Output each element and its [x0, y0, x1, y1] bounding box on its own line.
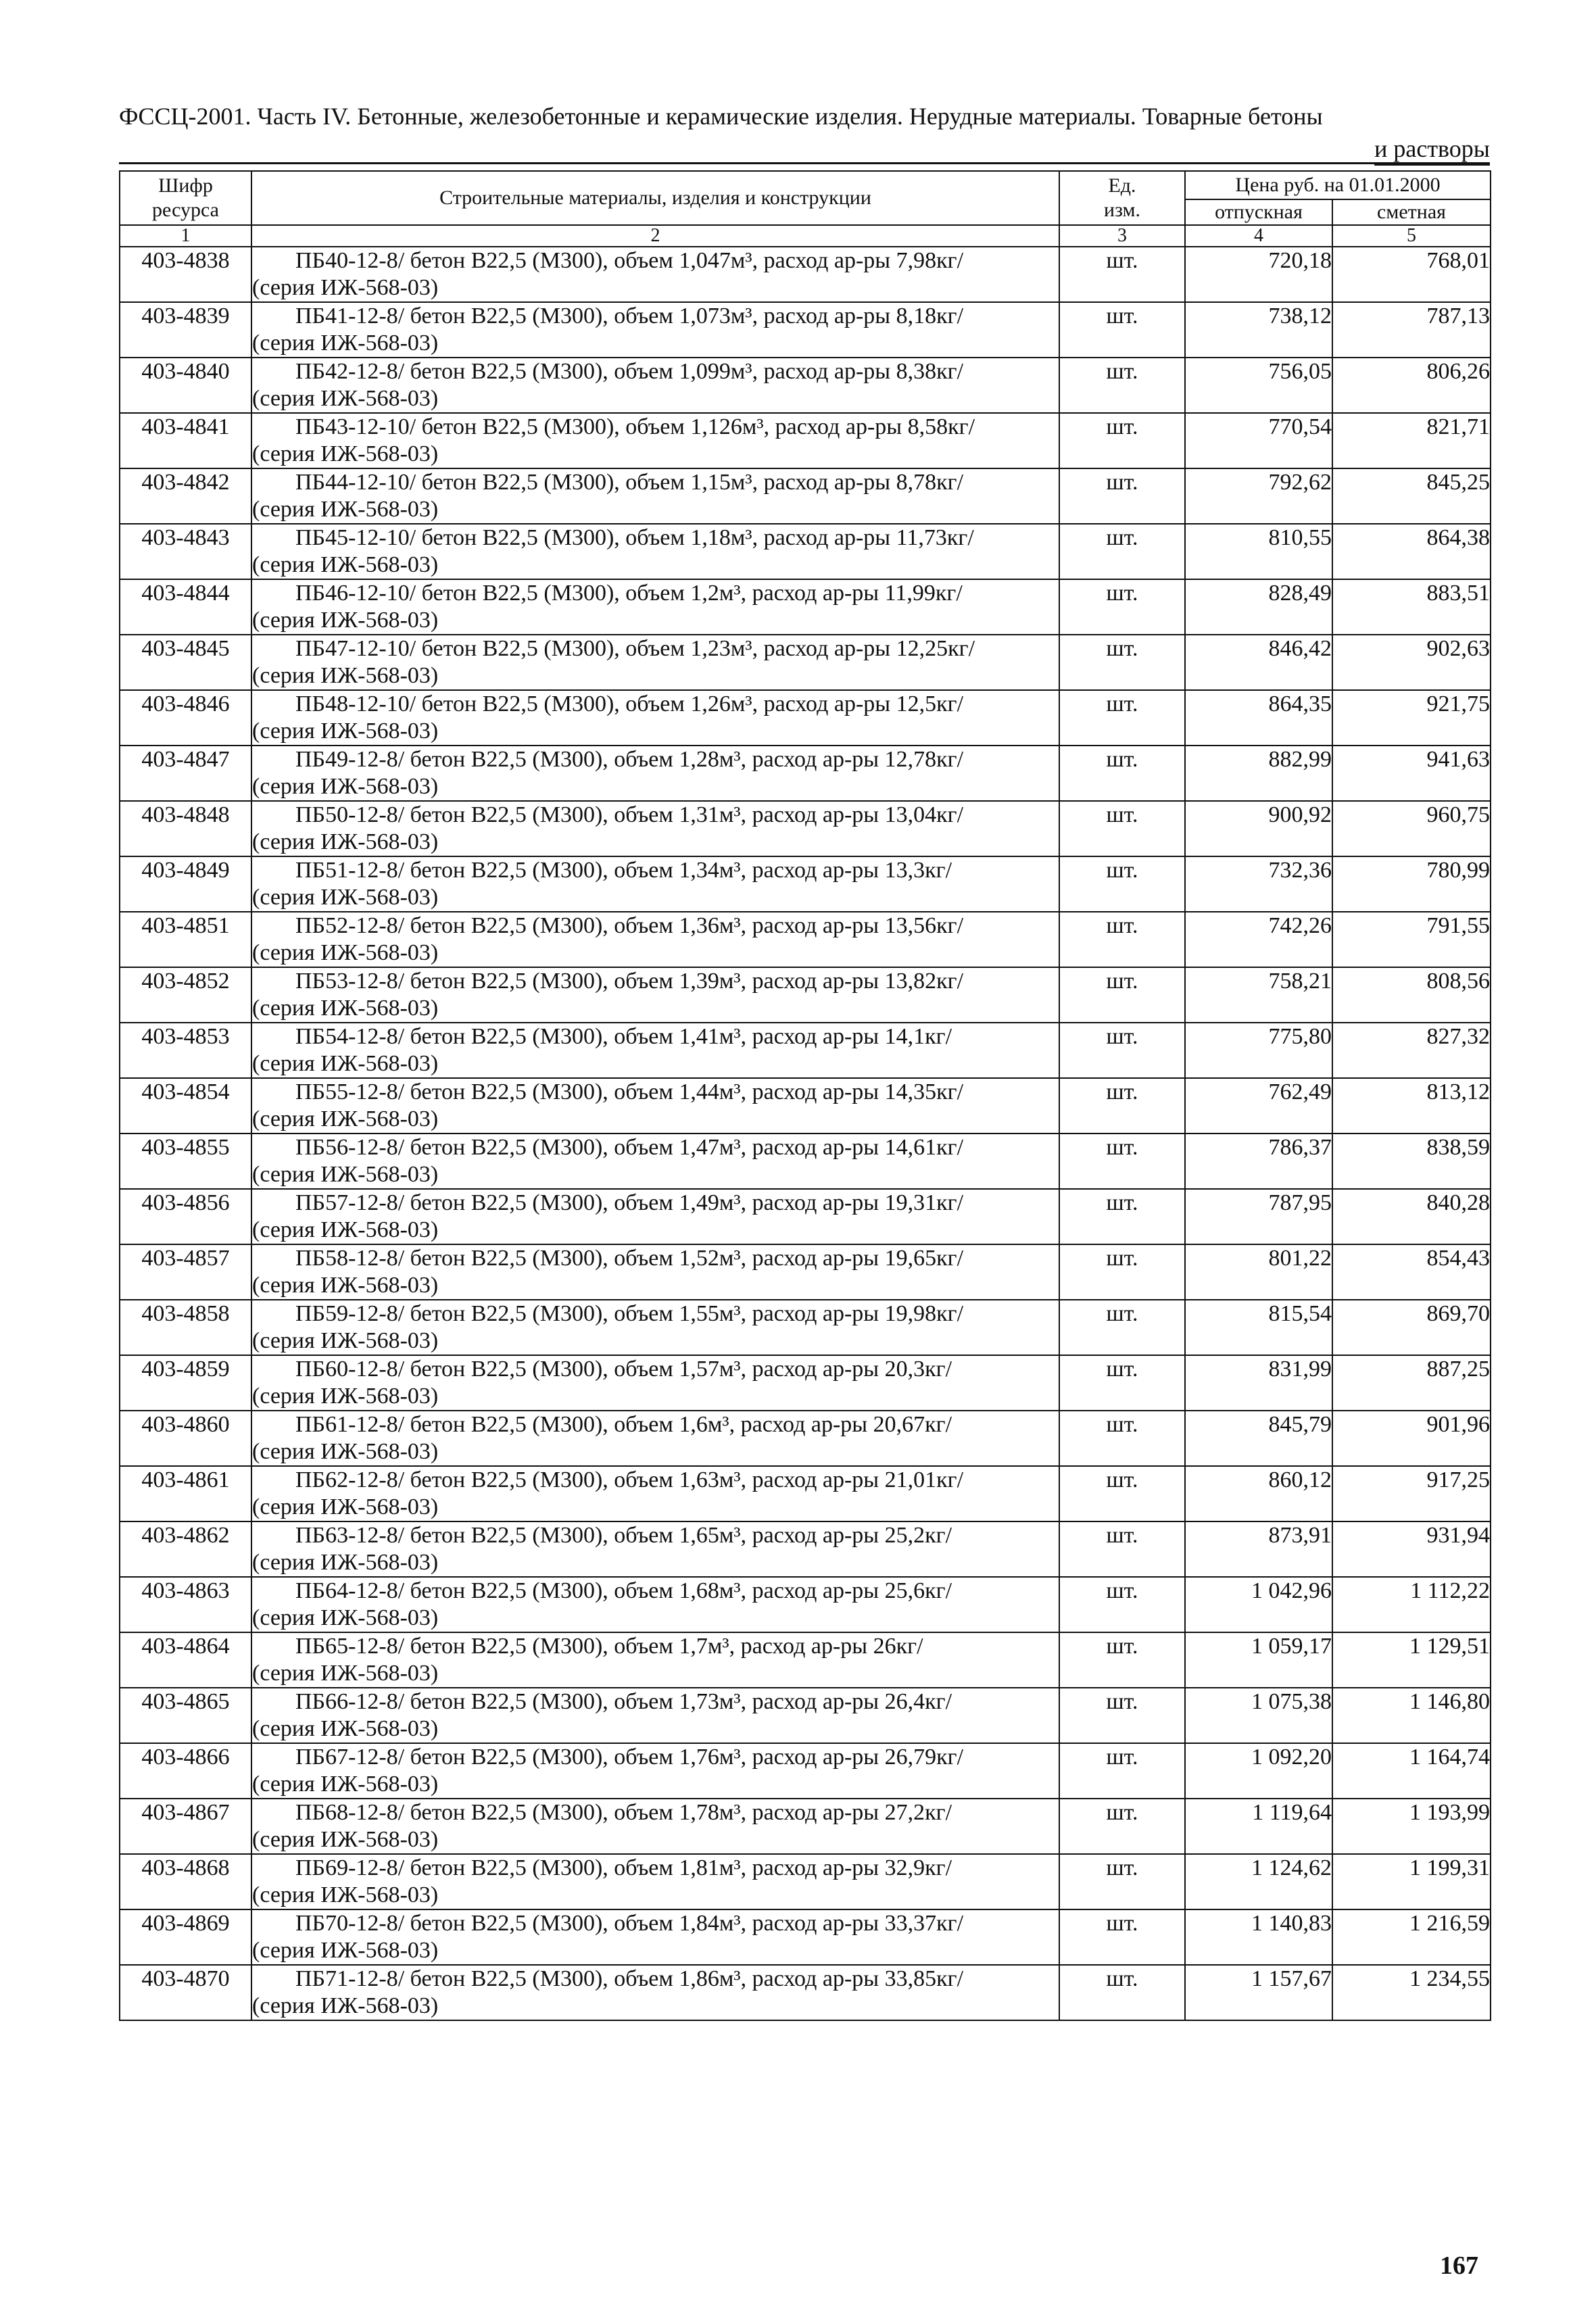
- unit-cell: шт.: [1059, 1854, 1185, 1909]
- table-row: [120, 801, 1491, 856]
- table-row: [120, 1965, 1491, 2020]
- resource-code-cell: 403-4842: [120, 468, 251, 524]
- material-description-line2: (серия ИЖ-568-03): [252, 1273, 439, 1298]
- material-description-cell: [251, 1078, 1059, 1134]
- resource-code-cell: 403-4861: [120, 1466, 251, 1521]
- material-description-cell: [251, 1300, 1059, 1355]
- release-price-cell: 845,79: [1185, 1411, 1332, 1466]
- material-description-line1: ПБ68-12-8/ бетон В22,5 (М300), объем 1,78м³, расход ар-ры 27,2кг/: [295, 1800, 952, 1825]
- material-description-line1: ПБ48-12-10/ бетон В22,5 (М300), объем 1,26м³, расход ар-ры 12,5кг/: [295, 691, 964, 716]
- material-description-line1: ПБ71-12-8/ бетон В22,5 (М300), объем 1,86м³, расход ар-ры 33,85кг/: [295, 1966, 964, 1991]
- price-table: [119, 170, 1491, 2021]
- column-header-code-line1: Шифр: [158, 174, 213, 197]
- resource-code-cell: 403-4839: [120, 302, 251, 358]
- column-header-unit-line1: Ед.: [1108, 174, 1136, 197]
- resource-code-cell: 403-4851: [120, 912, 251, 967]
- release-price-cell: 810,55: [1185, 524, 1332, 579]
- material-description-line2: (серия ИЖ-568-03): [252, 1550, 439, 1575]
- material-description-cell: [251, 1411, 1059, 1466]
- table-row: [120, 1577, 1491, 1632]
- table-row: [120, 746, 1491, 801]
- table-row: [120, 1078, 1491, 1134]
- estimate-price-cell: 854,43: [1332, 1244, 1491, 1300]
- header-rule: [119, 162, 1490, 164]
- material-description-cell: [251, 579, 1059, 635]
- table-row: [120, 1688, 1491, 1743]
- material-description-line2: (серия ИЖ-568-03): [252, 663, 439, 688]
- page-header: [119, 100, 1490, 165]
- material-description-line1: ПБ51-12-8/ бетон В22,5 (М300), объем 1,34м³, расход ар-ры 13,3кг/: [295, 858, 952, 883]
- unit-cell: шт.: [1059, 1909, 1185, 1965]
- table-row: [120, 247, 1491, 302]
- material-description-cell: [251, 635, 1059, 690]
- resource-code-cell: 403-4848: [120, 801, 251, 856]
- unit-cell: шт.: [1059, 302, 1185, 358]
- table-row: [120, 413, 1491, 468]
- table-row: [120, 1854, 1491, 1909]
- release-price-cell: 787,95: [1185, 1189, 1332, 1244]
- unit-cell: шт.: [1059, 912, 1185, 967]
- column-number-row: [120, 225, 1491, 247]
- table-row: [120, 579, 1491, 635]
- material-description-line2: (серия ИЖ-568-03): [252, 1772, 439, 1797]
- material-description-cell: [251, 524, 1059, 579]
- release-price-cell: 762,49: [1185, 1078, 1332, 1134]
- resource-code-cell: 403-4866: [120, 1743, 251, 1799]
- release-price-cell: 801,22: [1185, 1244, 1332, 1300]
- estimate-price-cell: 917,25: [1332, 1466, 1491, 1521]
- material-description-line1: ПБ62-12-8/ бетон В22,5 (М300), объем 1,63м³, расход ар-ры 21,01кг/: [295, 1467, 964, 1492]
- column-number-3: 3: [1059, 225, 1185, 247]
- release-price-cell: 828,49: [1185, 579, 1332, 635]
- estimate-price-cell: 1 112,22: [1332, 1577, 1491, 1632]
- column-header-code: [120, 171, 251, 225]
- estimate-price-cell: 931,94: [1332, 1521, 1491, 1577]
- material-description-cell: [251, 967, 1059, 1023]
- material-description-line2: (серия ИЖ-568-03): [252, 1938, 439, 1963]
- material-description-line2: (серия ИЖ-568-03): [252, 1827, 439, 1852]
- material-description-cell: [251, 1134, 1059, 1189]
- estimate-price-cell: 901,96: [1332, 1411, 1491, 1466]
- material-description-line2: (серия ИЖ-568-03): [252, 829, 439, 854]
- unit-cell: шт.: [1059, 1632, 1185, 1688]
- release-price-cell: 1 042,96: [1185, 1577, 1332, 1632]
- release-price-cell: 1 059,17: [1185, 1632, 1332, 1688]
- column-header-release-price: отпускная: [1185, 199, 1332, 225]
- table-row: [120, 690, 1491, 746]
- unit-cell: шт.: [1059, 524, 1185, 579]
- material-description-line2: (серия ИЖ-568-03): [252, 885, 439, 910]
- table-row: [120, 1355, 1491, 1411]
- release-price-cell: 786,37: [1185, 1134, 1332, 1189]
- material-description-line1: ПБ67-12-8/ бетон В22,5 (М300), объем 1,76м³, расход ар-ры 26,79кг/: [295, 1745, 964, 1770]
- material-description-cell: [251, 1023, 1059, 1078]
- material-description-line1: ПБ49-12-8/ бетон В22,5 (М300), объем 1,28м³, расход ар-ры 12,78кг/: [295, 747, 964, 772]
- material-description-line2: (серия ИЖ-568-03): [252, 1661, 439, 1686]
- resource-code-cell: 403-4855: [120, 1134, 251, 1189]
- column-header-estimate-price: сметная: [1332, 199, 1491, 225]
- material-description-line2: (серия ИЖ-568-03): [252, 608, 439, 633]
- release-price-cell: 846,42: [1185, 635, 1332, 690]
- unit-cell: шт.: [1059, 801, 1185, 856]
- unit-cell: шт.: [1059, 856, 1185, 912]
- material-description-line2: (серия ИЖ-568-03): [252, 1162, 439, 1187]
- material-description-line2: (серия ИЖ-568-03): [252, 774, 439, 799]
- material-description-cell: [251, 358, 1059, 413]
- release-price-cell: 864,35: [1185, 690, 1332, 746]
- resource-code-cell: 403-4865: [120, 1688, 251, 1743]
- unit-cell: шт.: [1059, 413, 1185, 468]
- release-price-cell: 775,80: [1185, 1023, 1332, 1078]
- material-description-line2: (серия ИЖ-568-03): [252, 1384, 439, 1409]
- release-price-cell: 758,21: [1185, 967, 1332, 1023]
- material-description-line1: ПБ64-12-8/ бетон В22,5 (М300), объем 1,68м³, расход ар-ры 25,6кг/: [295, 1578, 952, 1603]
- material-description-cell: [251, 856, 1059, 912]
- unit-cell: шт.: [1059, 1521, 1185, 1577]
- material-description-cell: [251, 746, 1059, 801]
- column-number-5: 5: [1332, 225, 1491, 247]
- table-row: [120, 468, 1491, 524]
- resource-code-cell: 403-4843: [120, 524, 251, 579]
- material-description-cell: [251, 1466, 1059, 1521]
- release-price-cell: 732,36: [1185, 856, 1332, 912]
- estimate-price-cell: 1 216,59: [1332, 1909, 1491, 1965]
- material-description-line1: ПБ57-12-8/ бетон В22,5 (М300), объем 1,49м³, расход ар-ры 19,31кг/: [295, 1190, 964, 1215]
- table-row: [120, 1799, 1491, 1854]
- estimate-price-cell: 864,38: [1332, 524, 1491, 579]
- column-number-1: 1: [120, 225, 251, 247]
- resource-code-cell: 403-4862: [120, 1521, 251, 1577]
- estimate-price-cell: 902,63: [1332, 635, 1491, 690]
- estimate-price-cell: 1 193,99: [1332, 1799, 1491, 1854]
- resource-code-cell: 403-4870: [120, 1965, 251, 2020]
- estimate-price-cell: 768,01: [1332, 247, 1491, 302]
- unit-cell: шт.: [1059, 1078, 1185, 1134]
- material-description-line1: ПБ56-12-8/ бетон В22,5 (М300), объем 1,47м³, расход ар-ры 14,61кг/: [295, 1135, 964, 1160]
- estimate-price-cell: 1 199,31: [1332, 1854, 1491, 1909]
- estimate-price-cell: 1 164,74: [1332, 1743, 1491, 1799]
- material-description-cell: [251, 1799, 1059, 1854]
- material-description-line1: ПБ63-12-8/ бетон В22,5 (М300), объем 1,65м³, расход ар-ры 25,2кг/: [295, 1523, 952, 1548]
- unit-cell: шт.: [1059, 1577, 1185, 1632]
- column-header-price-group: Цена руб. на 01.01.2000: [1185, 171, 1491, 199]
- material-description-line2: (серия ИЖ-568-03): [252, 1993, 439, 2018]
- table-row: [120, 1521, 1491, 1577]
- material-description-cell: [251, 1244, 1059, 1300]
- resource-code-cell: 403-4857: [120, 1244, 251, 1300]
- material-description-line1: ПБ45-12-10/ бетон В22,5 (М300), объем 1,18м³, расход ар-ры 11,73кг/: [295, 525, 974, 550]
- resource-code-cell: 403-4863: [120, 1577, 251, 1632]
- material-description-cell: [251, 1688, 1059, 1743]
- material-description-line1: ПБ43-12-10/ бетон В22,5 (М300), объем 1,126м³, расход ар-ры 8,58кг/: [295, 414, 975, 439]
- unit-cell: шт.: [1059, 690, 1185, 746]
- material-description-cell: [251, 1743, 1059, 1799]
- estimate-price-cell: 806,26: [1332, 358, 1491, 413]
- table-row: [120, 1632, 1491, 1688]
- material-description-cell: [251, 1189, 1059, 1244]
- estimate-price-cell: 840,28: [1332, 1189, 1491, 1244]
- table-row: [120, 1466, 1491, 1521]
- estimate-price-cell: 791,55: [1332, 912, 1491, 967]
- material-description-line1: ПБ65-12-8/ бетон В22,5 (М300), объем 1,7м³, расход ар-ры 26кг/: [295, 1634, 923, 1659]
- material-description-line2: (серия ИЖ-568-03): [252, 331, 439, 356]
- material-description-cell: [251, 801, 1059, 856]
- release-price-cell: 831,99: [1185, 1355, 1332, 1411]
- table-header-row: [120, 171, 1491, 199]
- release-price-cell: 873,91: [1185, 1521, 1332, 1577]
- material-description-line1: ПБ40-12-8/ бетон В22,5 (М300), объем 1,047м³, расход ар-ры 7,98кг/: [295, 248, 964, 273]
- unit-cell: шт.: [1059, 1799, 1185, 1854]
- document-title-continuation: и растворы: [1374, 135, 1490, 162]
- unit-cell: шт.: [1059, 1134, 1185, 1189]
- resource-code-cell: 403-4853: [120, 1023, 251, 1078]
- material-description-line2: (серия ИЖ-568-03): [252, 718, 439, 744]
- unit-cell: шт.: [1059, 1965, 1185, 2020]
- material-description-line2: (серия ИЖ-568-03): [252, 1716, 439, 1741]
- material-description-line2: (серия ИЖ-568-03): [252, 940, 439, 965]
- material-description-line1: ПБ53-12-8/ бетон В22,5 (М300), объем 1,39м³, расход ар-ры 13,82кг/: [295, 969, 964, 994]
- material-description-line1: ПБ70-12-8/ бетон В22,5 (М300), объем 1,84м³, расход ар-ры 33,37кг/: [295, 1911, 964, 1936]
- release-price-cell: 1 075,38: [1185, 1688, 1332, 1743]
- unit-cell: шт.: [1059, 967, 1185, 1023]
- resource-code-cell: 403-4844: [120, 579, 251, 635]
- material-description-line2: (серия ИЖ-568-03): [252, 1439, 439, 1464]
- estimate-price-cell: 1 146,80: [1332, 1688, 1491, 1743]
- release-price-cell: 1 092,20: [1185, 1743, 1332, 1799]
- unit-cell: шт.: [1059, 1023, 1185, 1078]
- unit-cell: шт.: [1059, 1355, 1185, 1411]
- table-row: [120, 1743, 1491, 1799]
- resource-code-cell: 403-4860: [120, 1411, 251, 1466]
- unit-cell: шт.: [1059, 247, 1185, 302]
- table-row: [120, 1244, 1491, 1300]
- resource-code-cell: 403-4852: [120, 967, 251, 1023]
- material-description-line2: (серия ИЖ-568-03): [252, 386, 439, 411]
- material-description-line2: (серия ИЖ-568-03): [252, 996, 439, 1021]
- table-row: [120, 524, 1491, 579]
- material-description-cell: [251, 1355, 1059, 1411]
- release-price-cell: 882,99: [1185, 746, 1332, 801]
- estimate-price-cell: 887,25: [1332, 1355, 1491, 1411]
- table-row: [120, 967, 1491, 1023]
- document-title: ФССЦ-2001. Часть IV. Бетонные, железобетонные и керамические изделия. Нерудные материалы. Товарные бетоны: [119, 103, 1323, 130]
- material-description-cell: [251, 912, 1059, 967]
- material-description-line1: ПБ44-12-10/ бетон В22,5 (М300), объем 1,15м³, расход ар-ры 8,78кг/: [295, 470, 964, 495]
- material-description-line2: (серия ИЖ-568-03): [252, 1605, 439, 1630]
- column-header-code-line2: ресурса: [152, 199, 219, 221]
- estimate-price-cell: 1 234,55: [1332, 1965, 1491, 2020]
- material-description-line1: ПБ52-12-8/ бетон В22,5 (М300), объем 1,36м³, расход ар-ры 13,56кг/: [295, 913, 964, 938]
- material-description-cell: [251, 1965, 1059, 2020]
- resource-code-cell: 403-4846: [120, 690, 251, 746]
- column-header-unit: [1059, 171, 1185, 225]
- estimate-price-cell: 941,63: [1332, 746, 1491, 801]
- material-description-line1: ПБ66-12-8/ бетон В22,5 (М300), объем 1,73м³, расход ар-ры 26,4кг/: [295, 1689, 952, 1714]
- estimate-price-cell: 883,51: [1332, 579, 1491, 635]
- column-header-material: Строительные материалы, изделия и конструкции: [251, 171, 1059, 225]
- material-description-cell: [251, 302, 1059, 358]
- resource-code-cell: 403-4868: [120, 1854, 251, 1909]
- release-price-cell: 1 124,62: [1185, 1854, 1332, 1909]
- material-description-line2: (серия ИЖ-568-03): [252, 1494, 439, 1519]
- material-description-line2: (серия ИЖ-568-03): [252, 1217, 439, 1242]
- material-description-line1: ПБ46-12-10/ бетон В22,5 (М300), объем 1,2м³, расход ар-ры 11,99кг/: [295, 581, 963, 606]
- table-row: [120, 302, 1491, 358]
- material-description-line2: (серия ИЖ-568-03): [252, 497, 439, 522]
- material-description-cell: [251, 1632, 1059, 1688]
- table-row: [120, 1023, 1491, 1078]
- estimate-price-cell: 921,75: [1332, 690, 1491, 746]
- unit-cell: шт.: [1059, 1244, 1185, 1300]
- material-description-line1: ПБ58-12-8/ бетон В22,5 (М300), объем 1,52м³, расход ар-ры 19,65кг/: [295, 1246, 964, 1271]
- material-description-line1: ПБ60-12-8/ бетон В22,5 (М300), объем 1,57м³, расход ар-ры 20,3кг/: [295, 1357, 952, 1382]
- release-price-cell: 1 157,67: [1185, 1965, 1332, 2020]
- material-description-line1: ПБ50-12-8/ бетон В22,5 (М300), объем 1,31м³, расход ар-ры 13,04кг/: [295, 802, 964, 827]
- resource-code-cell: 403-4840: [120, 358, 251, 413]
- estimate-price-cell: 780,99: [1332, 856, 1491, 912]
- estimate-price-cell: 960,75: [1332, 801, 1491, 856]
- material-description-cell: [251, 247, 1059, 302]
- material-description-line1: ПБ69-12-8/ бетон В22,5 (М300), объем 1,81м³, расход ар-ры 32,9кг/: [295, 1855, 952, 1880]
- release-price-cell: 742,26: [1185, 912, 1332, 967]
- unit-cell: шт.: [1059, 1411, 1185, 1466]
- material-description-cell: [251, 1521, 1059, 1577]
- release-price-cell: 770,54: [1185, 413, 1332, 468]
- resource-code-cell: 403-4847: [120, 746, 251, 801]
- release-price-cell: 1 119,64: [1185, 1799, 1332, 1854]
- table-row: [120, 358, 1491, 413]
- resource-code-cell: 403-4858: [120, 1300, 251, 1355]
- resource-code-cell: 403-4854: [120, 1078, 251, 1134]
- unit-cell: шт.: [1059, 1688, 1185, 1743]
- material-description-line1: ПБ54-12-8/ бетон В22,5 (М300), объем 1,41м³, расход ар-ры 14,1кг/: [295, 1024, 952, 1049]
- resource-code-cell: 403-4845: [120, 635, 251, 690]
- estimate-price-cell: 838,59: [1332, 1134, 1491, 1189]
- unit-cell: шт.: [1059, 1466, 1185, 1521]
- column-header-unit-line2: изм.: [1104, 199, 1140, 221]
- material-description-line1: ПБ55-12-8/ бетон В22,5 (М300), объем 1,44м³, расход ар-ры 14,35кг/: [295, 1079, 964, 1104]
- material-description-cell: [251, 1577, 1059, 1632]
- table-row: [120, 1134, 1491, 1189]
- material-description-line2: (серия ИЖ-568-03): [252, 1328, 439, 1353]
- material-description-line1: ПБ47-12-10/ бетон В22,5 (М300), объем 1,23м³, расход ар-ры 12,25кг/: [295, 636, 975, 661]
- estimate-price-cell: 787,13: [1332, 302, 1491, 358]
- table-row: [120, 1300, 1491, 1355]
- unit-cell: шт.: [1059, 358, 1185, 413]
- page-number: 167: [1440, 2251, 1478, 2280]
- column-number-4: 4: [1185, 225, 1332, 247]
- table-row: [120, 1411, 1491, 1466]
- resource-code-cell: 403-4864: [120, 1632, 251, 1688]
- resource-code-cell: 403-4838: [120, 247, 251, 302]
- material-description-cell: [251, 1909, 1059, 1965]
- estimate-price-cell: 808,56: [1332, 967, 1491, 1023]
- resource-code-cell: 403-4849: [120, 856, 251, 912]
- unit-cell: шт.: [1059, 1189, 1185, 1244]
- unit-cell: шт.: [1059, 579, 1185, 635]
- estimate-price-cell: 827,32: [1332, 1023, 1491, 1078]
- estimate-price-cell: 821,71: [1332, 413, 1491, 468]
- material-description-cell: [251, 1854, 1059, 1909]
- table-row: [120, 1189, 1491, 1244]
- material-description-line2: (серия ИЖ-568-03): [252, 275, 439, 300]
- release-price-cell: 756,05: [1185, 358, 1332, 413]
- material-description-line2: (серия ИЖ-568-03): [252, 1882, 439, 1907]
- material-description-cell: [251, 690, 1059, 746]
- release-price-cell: 815,54: [1185, 1300, 1332, 1355]
- unit-cell: шт.: [1059, 635, 1185, 690]
- resource-code-cell: 403-4869: [120, 1909, 251, 1965]
- unit-cell: шт.: [1059, 468, 1185, 524]
- material-description-line2: (серия ИЖ-568-03): [252, 552, 439, 577]
- release-price-cell: 860,12: [1185, 1466, 1332, 1521]
- material-description-line1: ПБ59-12-8/ бетон В22,5 (М300), объем 1,55м³, расход ар-ры 19,98кг/: [295, 1301, 964, 1326]
- material-description-line1: ПБ42-12-8/ бетон В22,5 (М300), объем 1,099м³, расход ар-ры 8,38кг/: [295, 359, 964, 384]
- estimate-price-cell: 845,25: [1332, 468, 1491, 524]
- estimate-price-cell: 1 129,51: [1332, 1632, 1491, 1688]
- material-description-cell: [251, 413, 1059, 468]
- estimate-price-cell: 813,12: [1332, 1078, 1491, 1134]
- resource-code-cell: 403-4841: [120, 413, 251, 468]
- column-number-2: 2: [251, 225, 1059, 247]
- table-body: [120, 247, 1491, 2020]
- resource-code-cell: 403-4859: [120, 1355, 251, 1411]
- resource-code-cell: 403-4867: [120, 1799, 251, 1854]
- unit-cell: шт.: [1059, 1300, 1185, 1355]
- table-row: [120, 912, 1491, 967]
- material-description-line1: ПБ61-12-8/ бетон В22,5 (М300), объем 1,6м³, расход ар-ры 20,67кг/: [295, 1412, 952, 1437]
- material-description-line2: (серия ИЖ-568-03): [252, 1051, 439, 1076]
- material-description-line2: (серия ИЖ-568-03): [252, 441, 439, 466]
- table-row: [120, 856, 1491, 912]
- release-price-cell: 720,18: [1185, 247, 1332, 302]
- release-price-cell: 792,62: [1185, 468, 1332, 524]
- material-description-line1: ПБ41-12-8/ бетон В22,5 (М300), объем 1,073м³, расход ар-ры 8,18кг/: [295, 303, 964, 328]
- release-price-cell: 1 140,83: [1185, 1909, 1332, 1965]
- material-description-cell: [251, 468, 1059, 524]
- estimate-price-cell: 869,70: [1332, 1300, 1491, 1355]
- resource-code-cell: 403-4856: [120, 1189, 251, 1244]
- table-row: [120, 635, 1491, 690]
- unit-cell: шт.: [1059, 1743, 1185, 1799]
- material-description-line2: (серия ИЖ-568-03): [252, 1106, 439, 1131]
- table-row: [120, 1909, 1491, 1965]
- unit-cell: шт.: [1059, 746, 1185, 801]
- release-price-cell: 900,92: [1185, 801, 1332, 856]
- release-price-cell: 738,12: [1185, 302, 1332, 358]
